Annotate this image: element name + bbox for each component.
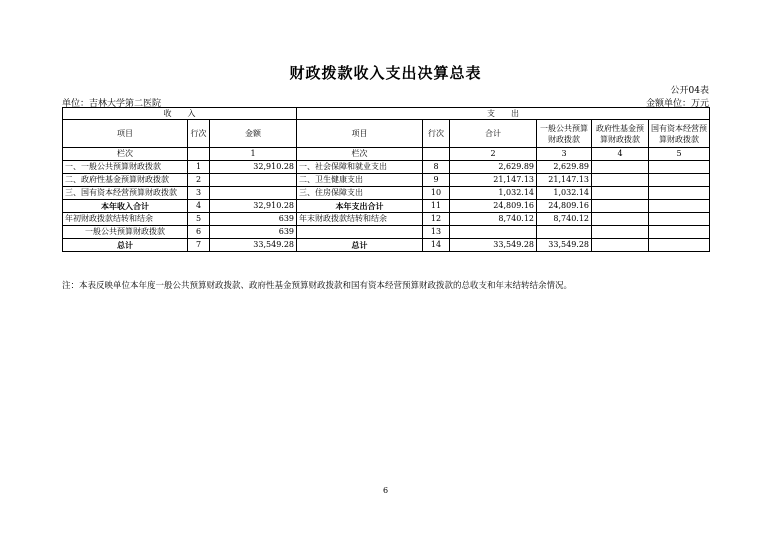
header-state: 国有资本经营预算财政拨款 (649, 120, 710, 148)
income-amount: 639 (210, 213, 297, 226)
header-amount: 金额 (210, 120, 297, 148)
expense-fund (592, 213, 649, 226)
expense-total (450, 226, 537, 239)
income-row-no: 5 (188, 213, 210, 226)
header-total: 合计 (450, 120, 537, 148)
income-row-no: 6 (188, 226, 210, 239)
income-amount (210, 174, 297, 187)
expense-fund (592, 200, 649, 213)
fiscal-table (62, 107, 710, 252)
expense-total: 33,549.28 (450, 239, 537, 252)
expense-fund (592, 187, 649, 200)
income-amount: 33,549.28 (210, 239, 297, 252)
income-item: 一般公共预算财政拨款 (63, 226, 188, 239)
col-empty-1 (188, 148, 210, 161)
expense-row-no: 14 (423, 239, 450, 252)
table-row-subtotal (63, 200, 710, 213)
expense-general: 33,549.28 (537, 239, 592, 252)
expense-state (649, 200, 710, 213)
expense-item: 三、住房保障支出 (297, 187, 423, 200)
expense-general: 8,740.12 (537, 213, 592, 226)
expense-general: 24,809.16 (537, 200, 592, 213)
table-row (63, 213, 710, 226)
section-expense: 支 出 (297, 108, 710, 120)
income-amount: 639 (210, 226, 297, 239)
income-row-no: 3 (188, 187, 210, 200)
income-amount: 32,910.28 (210, 161, 297, 174)
expense-item: 本年支出合计 (297, 200, 423, 213)
header-row-no: 行次 (188, 120, 210, 148)
page-title: 财政拨款收入支出决算总表 (289, 64, 482, 82)
col-num-1: 1 (210, 148, 297, 161)
expense-row-no: 13 (423, 226, 450, 239)
table-number: 公开04表 (670, 86, 709, 96)
expense-general: 21,147.13 (537, 174, 592, 187)
unit-name: 单位：吉林大学第二医院 (62, 99, 162, 109)
table-row (63, 226, 710, 239)
expense-state (649, 213, 710, 226)
amount-unit: 金额单位：万元 (645, 99, 709, 109)
income-row-no: 2 (188, 174, 210, 187)
expense-state (649, 226, 710, 239)
expense-total: 21,147.13 (450, 174, 537, 187)
expense-item: 年末财政拨款结转和结余 (297, 213, 423, 226)
expense-state (649, 187, 710, 200)
section-header-row (63, 108, 710, 120)
header-fund: 政府性基金预算财政拨款 (592, 120, 649, 148)
expense-state (649, 239, 710, 252)
col-empty-2 (423, 148, 450, 161)
table-note: 注：本表反映单位本年度一般公共预算财政拨款、政府性基金预算财政拨款和国有资本经营预算财政拨款的总收支和年末结转结余情况。 (62, 281, 573, 291)
income-item: 二、政府性基金预算财政拨款 (63, 174, 188, 187)
col-num-4: 4 (592, 148, 649, 161)
income-item: 总计 (63, 239, 188, 252)
expense-row-no: 10 (423, 187, 450, 200)
table-row (63, 161, 710, 174)
header-item: 项目 (63, 120, 188, 148)
expense-item: 总计 (297, 239, 423, 252)
column-header-row (63, 120, 710, 148)
expense-general: 1,032.14 (537, 187, 592, 200)
expense-state (649, 174, 710, 187)
expense-state (649, 161, 710, 174)
table-row-total (63, 239, 710, 252)
expense-item: 一、社会保障和就业支出 (297, 161, 423, 174)
income-row-no: 4 (188, 200, 210, 213)
expense-total: 1,032.14 (450, 187, 537, 200)
expense-fund (592, 226, 649, 239)
expense-general (537, 226, 592, 239)
header-general: 一般公共预算财政拨款 (537, 120, 592, 148)
expense-fund (592, 161, 649, 174)
expense-general: 2,629.89 (537, 161, 592, 174)
column-number-row (63, 148, 710, 161)
expense-row-no: 8 (423, 161, 450, 174)
col-num-5: 5 (649, 148, 710, 161)
income-row-no: 7 (188, 239, 210, 252)
header-item2: 项目 (297, 120, 423, 148)
expense-fund (592, 239, 649, 252)
expense-row-no: 11 (423, 200, 450, 213)
income-item: 三、国有资本经营预算财政拨款 (63, 187, 188, 200)
table-row (63, 187, 710, 200)
income-item: 一、一般公共预算财政拨款 (63, 161, 188, 174)
col-label-1: 栏次 (63, 148, 188, 161)
col-num-2: 2 (450, 148, 537, 161)
income-item: 年初财政拨款结转和结余 (63, 213, 188, 226)
col-label-2: 栏次 (297, 148, 423, 161)
expense-item: 二、卫生健康支出 (297, 174, 423, 187)
expense-row-no: 9 (423, 174, 450, 187)
income-row-no: 1 (188, 161, 210, 174)
expense-total: 2,629.89 (450, 161, 537, 174)
income-item: 本年收入合计 (63, 200, 188, 213)
col-num-3: 3 (537, 148, 592, 161)
expense-fund (592, 174, 649, 187)
section-income: 收 入 (63, 108, 297, 120)
expense-item (297, 226, 423, 239)
income-amount (210, 187, 297, 200)
table-row (63, 174, 710, 187)
expense-total: 8,740.12 (450, 213, 537, 226)
expense-row-no: 12 (423, 213, 450, 226)
header-row-no2: 行次 (423, 120, 450, 148)
expense-total: 24,809.16 (450, 200, 537, 213)
income-amount: 32,910.28 (210, 200, 297, 213)
page-number: 6 (382, 486, 389, 495)
